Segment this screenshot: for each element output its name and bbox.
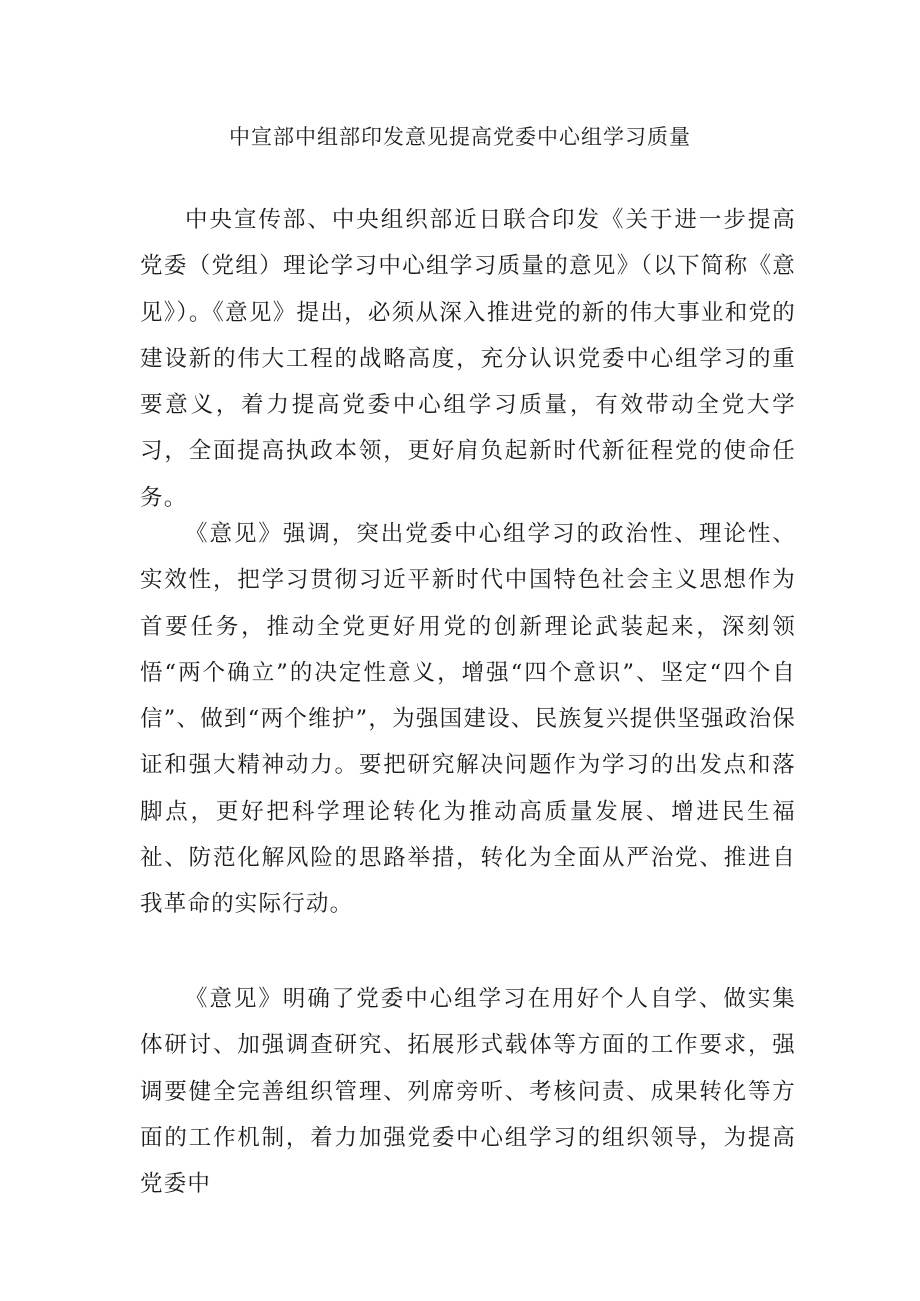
document-title: 中宣部中组部印发意见提高党委中心组学习质量 xyxy=(229,125,691,149)
paragraph-1: 中央宣传部、中央组织部近日联合印发《关于进一步提高党委（党组）理论学习中心组学习质量的意见》（以下简称《意见》）。《意见》提出，必须从深入推进党的新的伟大事业和党的建设新的伟大工程的战略高度，充分认识党委中心组学习的重要意义，着力提高党委中心组学习质量，有效带动全党大学习，全面提高执政本领，更好肩负起新时代新征程党的使命任务。 xyxy=(140,207,796,511)
paragraph-3: 《意见》明确了党委中心组学习在用好个人自学、做实集体研讨、加强调查研究、拓展形式载体等方面的工作要求，强调要健全完善组织管理、列席旁听、考核问责、成果转化等方面的工作机制，着力加强党委中心组学习的组织领导，为提高党委中 xyxy=(140,986,796,1198)
paragraph-2: 《意见》强调，突出党委中心组学习的政治性、理论性、实效性，把学习贯彻习近平新时代中国特色社会主义思想作为首要任务，推动全党更好用党的创新理论武装起来，深刻领悟“两个确立”的决定性意义，增强“四个意识”、坚定“四个自信”、做到“两个维护”，为强国建设、民族复兴提供坚强政治保证和强大精神动力。要把研究解决问题作为学习的出发点和落脚点，更好把科学理论转化为推动高质量发展、增进民生福祉、防范化解风险的思路举措，转化为全面从严治党、推进自我革命的实际行动。 xyxy=(140,521,796,918)
